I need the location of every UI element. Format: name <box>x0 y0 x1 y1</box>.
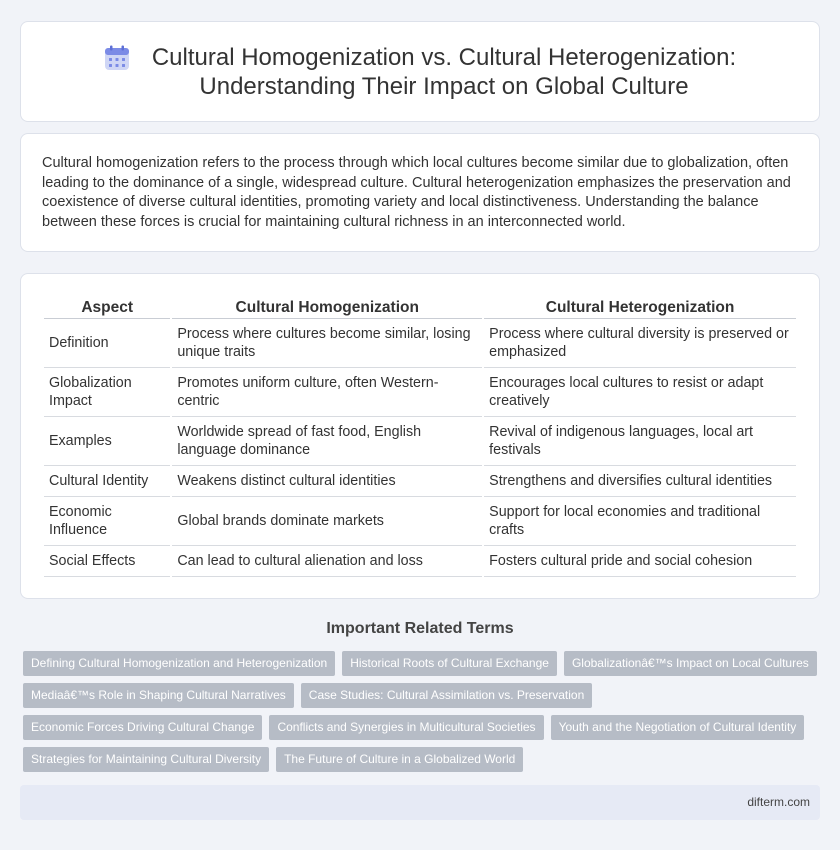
row-heterogenization: Support for local economies and traditional crafts <box>484 497 796 546</box>
calendar-icon <box>104 45 130 71</box>
header-heterogenization: Cultural Heterogenization <box>484 297 796 319</box>
comparison-table <box>42 297 798 577</box>
row-heterogenization: Strengthens and diversifies cultural identities <box>484 466 796 497</box>
related-term-tag[interactable]: Case Studies: Cultural Assimilation vs. Preservation <box>301 683 592 708</box>
related-term-tag[interactable]: Globalizationâ€™s Impact on Local Cultures <box>564 651 817 676</box>
comparison-card <box>20 273 820 599</box>
row-heterogenization: Fosters cultural pride and social cohesion <box>484 546 796 577</box>
row-heterogenization: Revival of indigenous languages, local art festivals <box>484 417 796 466</box>
intro-paragraph: Cultural homogenization refers to the process through which local cultures become similar due to globalization, often leading to the dominance of a single, widespread culture. Cultural heterogenization emphasizes the preservation and coexistence of diverse cultural identities, promoting variety and local distinctiveness. Understanding the balance between these forces is crucial for maintaining cultural richness in an interconnected world. <box>42 155 791 231</box>
related-term-tag[interactable]: Strategies for Maintaining Cultural Diversity <box>23 747 269 772</box>
related-term-tag[interactable]: Conflicts and Synergies in Multicultural Societies <box>269 715 543 740</box>
row-homogenization: Global brands dominate markets <box>172 497 482 546</box>
page-title <box>152 43 736 101</box>
row-aspect: Economic Influence <box>44 497 170 546</box>
related-term-tag[interactable]: Economic Forces Driving Cultural Change <box>23 715 262 740</box>
footer <box>20 785 820 820</box>
page-title-line1: Cultural Homogenization vs. Cultural Heterogenization: <box>151 43 737 71</box>
footer-site-link[interactable]: difterm.com <box>747 795 810 809</box>
row-heterogenization: Process where cultural diversity is preserved or emphasized <box>484 319 796 368</box>
table-row <box>44 546 796 577</box>
row-aspect: Definition <box>44 319 170 368</box>
table-row <box>44 466 796 497</box>
row-aspect: Cultural Identity <box>44 466 170 497</box>
table-row <box>44 497 796 546</box>
row-aspect: Social Effects <box>44 546 170 577</box>
related-terms-list <box>23 651 823 779</box>
row-aspect: Globalization Impact <box>44 368 170 417</box>
related-term-tag[interactable]: Defining Cultural Homogenization and Heterogenization <box>23 651 335 676</box>
related-term-tag[interactable]: Youth and the Negotiation of Cultural Identity <box>551 715 805 740</box>
row-homogenization: Can lead to cultural alienation and loss <box>172 546 482 577</box>
row-heterogenization: Encourages local cultures to resist or adapt creatively <box>484 368 796 417</box>
page-title-line2: Understanding Their Impact on Global Culture <box>199 72 689 100</box>
title-card <box>20 21 820 122</box>
table-row <box>44 417 796 466</box>
related-term-tag[interactable]: The Future of Culture in a Globalized World <box>276 747 523 772</box>
table-row <box>44 368 796 417</box>
row-homogenization: Worldwide spread of fast food, English language dominance <box>172 417 482 466</box>
intro-card <box>20 133 820 252</box>
row-homogenization: Promotes uniform culture, often Western-centric <box>172 368 482 417</box>
related-term-tag[interactable]: Mediaâ€™s Role in Shaping Cultural Narratives <box>23 683 294 708</box>
row-aspect: Examples <box>44 417 170 466</box>
row-homogenization: Process where cultures become similar, losing unique traits <box>172 319 482 368</box>
header-aspect: Aspect <box>44 297 170 319</box>
table-row <box>44 319 796 368</box>
row-homogenization: Weakens distinct cultural identities <box>172 466 482 497</box>
header-homogenization: Cultural Homogenization <box>172 297 482 319</box>
related-terms-heading: Important Related Terms <box>326 620 514 637</box>
related-term-tag[interactable]: Historical Roots of Cultural Exchange <box>342 651 557 676</box>
